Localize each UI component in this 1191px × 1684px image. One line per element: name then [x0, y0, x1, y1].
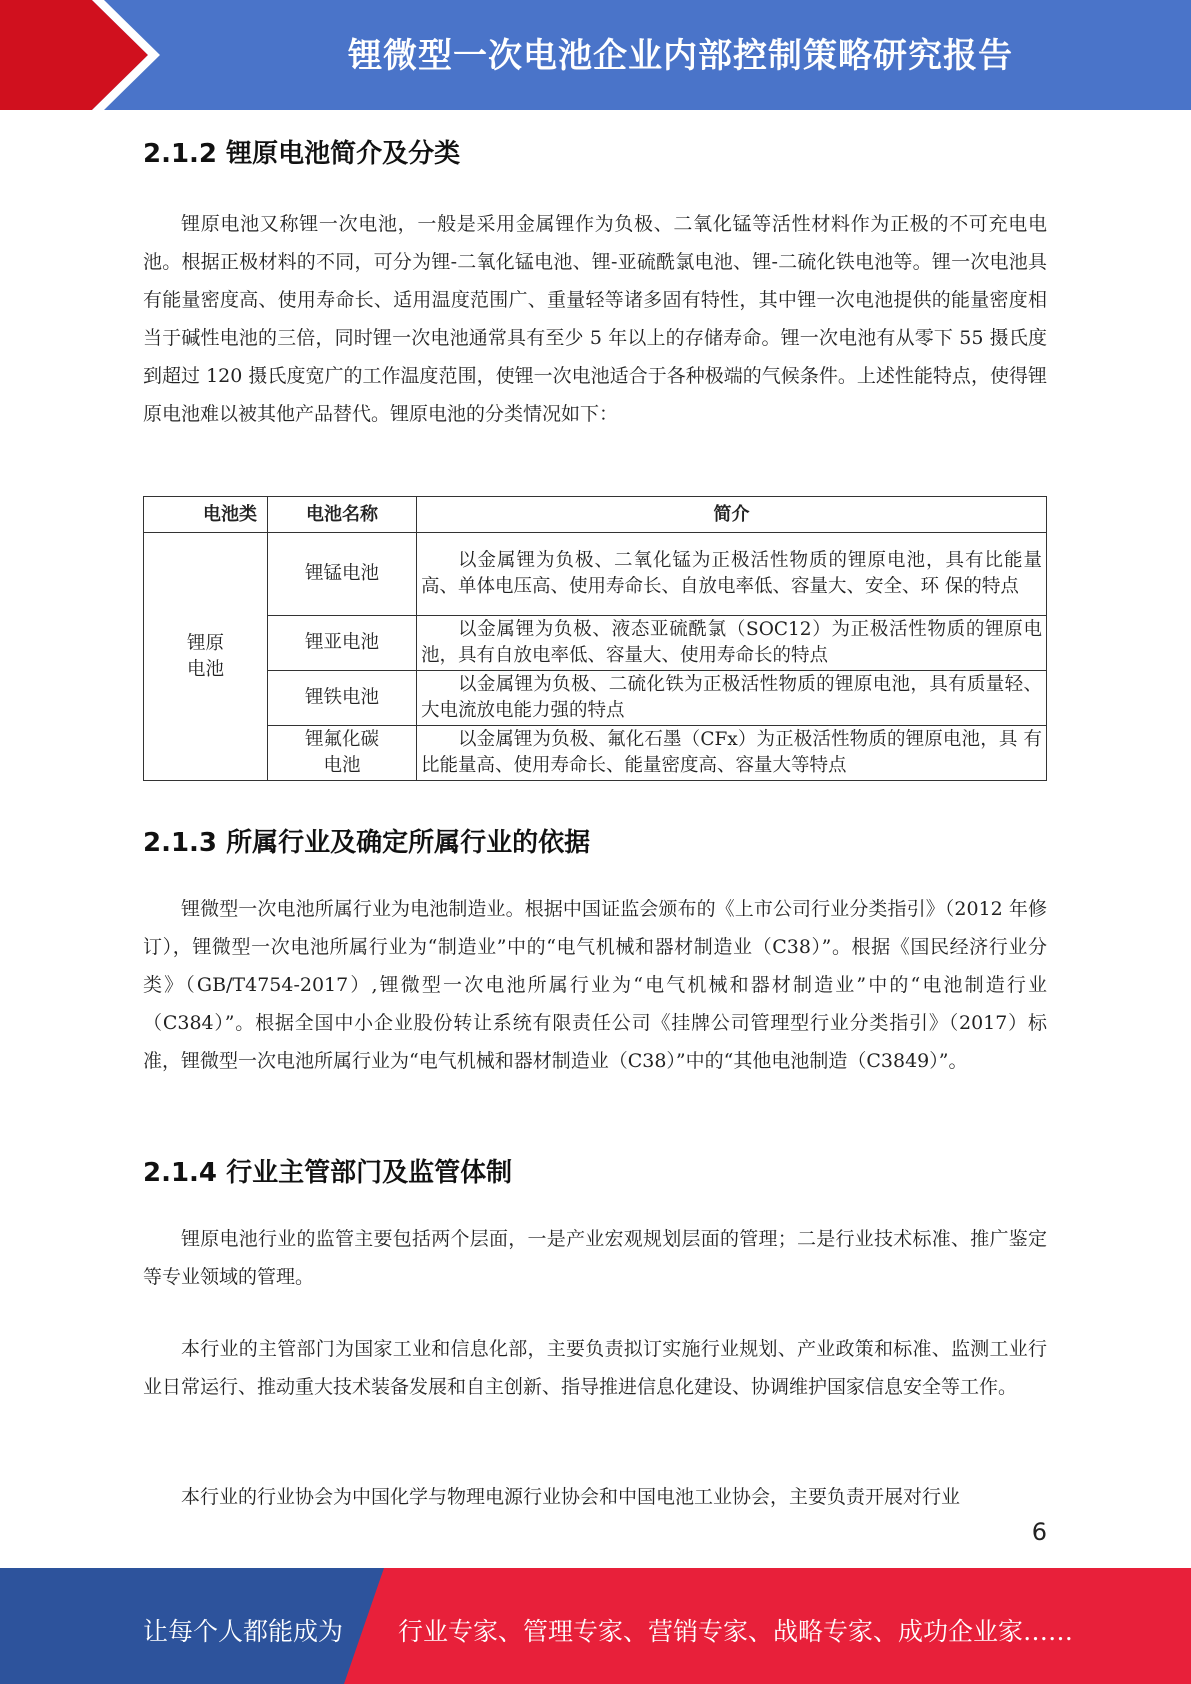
- section-heading-2-1-4: 2.1.4 行业主管部门及监管体制: [143, 1158, 513, 1188]
- table-cell-desc: 以金属锂为负极、二氧化锰为正极活性物质的锂原电池，具有比能量高、单体电压高、使用寿命长、自放电率低、容量大、安全、环 保的特点: [417, 533, 1047, 616]
- report-title: 锂微型一次电池企业内部控制策略研究报告: [348, 36, 1013, 76]
- table-row: [144, 533, 1047, 616]
- table-cell-category: 锂原电池: [144, 533, 268, 781]
- section-2-1-3-paragraph: 锂微型一次电池所属行业为电池制造业。根据中国证监会颁布的《上市公司行业分类指引》（2012 年修订），锂微型一次电池所属行业为“制造业”中的“电气机械和器材制造业（C38）”。根据《国民经济行业分类》（GB/T4754-2017）,锂微型一次电池所属行业为“电气机械和器材制造业”中的“电池制造行业（C384）”。根据全国中小企业股份转让系统有限责任公司《挂牌公司管理型行业分类指引》（2017）标准，锂微型一次电池所属行业为“电气机械和器材制造业（C38）”中的“其他电池制造（C3849）”。: [143, 898, 1047, 1072]
- table-cell-desc: 以金属锂为负极、氟化石墨（CFx）为正极活性物质的锂原电池，具 有比能量高、使用寿命长、能量密度高、容量大等特点: [417, 726, 1047, 781]
- section-2-1-4-paragraph-2: 本行业的主管部门为国家工业和信息化部，主要负责拟订实施行业规划、产业政策和标准、监测工业行业日常运行、推动重大技术装备发展和自主创新、指导推进信息化建设、协调维护国家信息安全等工作。: [143, 1338, 1047, 1398]
- page-number: 6: [1031, 1518, 1047, 1546]
- table-cell-name: 锂亚电池: [268, 616, 417, 671]
- page-header: [0, 0, 1191, 110]
- section-2-1-2-paragraph: 锂原电池又称锂一次电池，一般是采用金属锂作为负极、二氧化锰等活性材料作为正极的不可充电电池。根据正极材料的不同，可分为锂-二氧化锰电池、锂-亚硫酰氯电池、锂-二硫化铁电池等。锂一次电池具有能量密度高、使用寿命长、适用温度范围广、重量轻等诸多固有特性，其中锂一次电池提供的能量密度相当于碱性电池的三倍，同时锂一次电池通常具有至少 5 年以上的存储寿命。锂一次电池有从零下 55 摄氏度到超过 120 摄氏度宽广的工作温度范围，使锂一次电池适合于各种极端的气候条件。上述性能特点，使得锂原电池难以被其他产品替代。锂原电池的分类情况如下：: [143, 213, 1047, 425]
- table-row: [144, 671, 1047, 726]
- table-row: [144, 726, 1047, 781]
- battery-classification-table: [143, 496, 1047, 781]
- table-header-row: [144, 497, 1047, 533]
- page-footer: [0, 1568, 1191, 1684]
- section-heading-2-1-3: 2.1.3 所属行业及确定所属行业的依据: [143, 828, 591, 858]
- section-2-1-4-paragraph-3: 本行业的行业协会为中国化学与物理电源行业协会和中国电池工业协会，主要负责开展对行业: [181, 1486, 961, 1508]
- table-header-category: 电池类: [144, 497, 268, 533]
- section-heading-2-1-2: 2.1.2 锂原电池简介及分类: [143, 139, 461, 169]
- footer-slogan-right: 行业专家、管理专家、营销专家、战略专家、成功企业家……: [398, 1617, 1074, 1646]
- footer-slogan-left: 让每个人都能成为: [143, 1617, 344, 1646]
- table-cell-name: 锂铁电池: [268, 671, 417, 726]
- table-cell-name: 锂氟化碳电池: [268, 726, 417, 781]
- header-chevron-icon: [0, 0, 160, 110]
- table-row: [144, 616, 1047, 671]
- table-header-intro: 简介: [417, 497, 1047, 533]
- table-header-name: 电池名称: [268, 497, 417, 533]
- table-cell-desc: 以金属锂为负极、二硫化铁为正极活性物质的锂原电池，具有质量轻、大电流放电能力强的特点: [417, 671, 1047, 726]
- table-cell-desc: 以金属锂为负极、液态亚硫酰氯（SOC12）为正极活性物质的锂原电 池，具有自放电率低、容量大、使用寿命长的特点: [417, 616, 1047, 671]
- section-2-1-4-paragraph-1: 锂原电池行业的监管主要包括两个层面，一是产业宏观规划层面的管理；二是行业技术标准、推广鉴定等专业领域的管理。: [143, 1228, 1047, 1288]
- table-cell-name: 锂锰电池: [268, 533, 417, 616]
